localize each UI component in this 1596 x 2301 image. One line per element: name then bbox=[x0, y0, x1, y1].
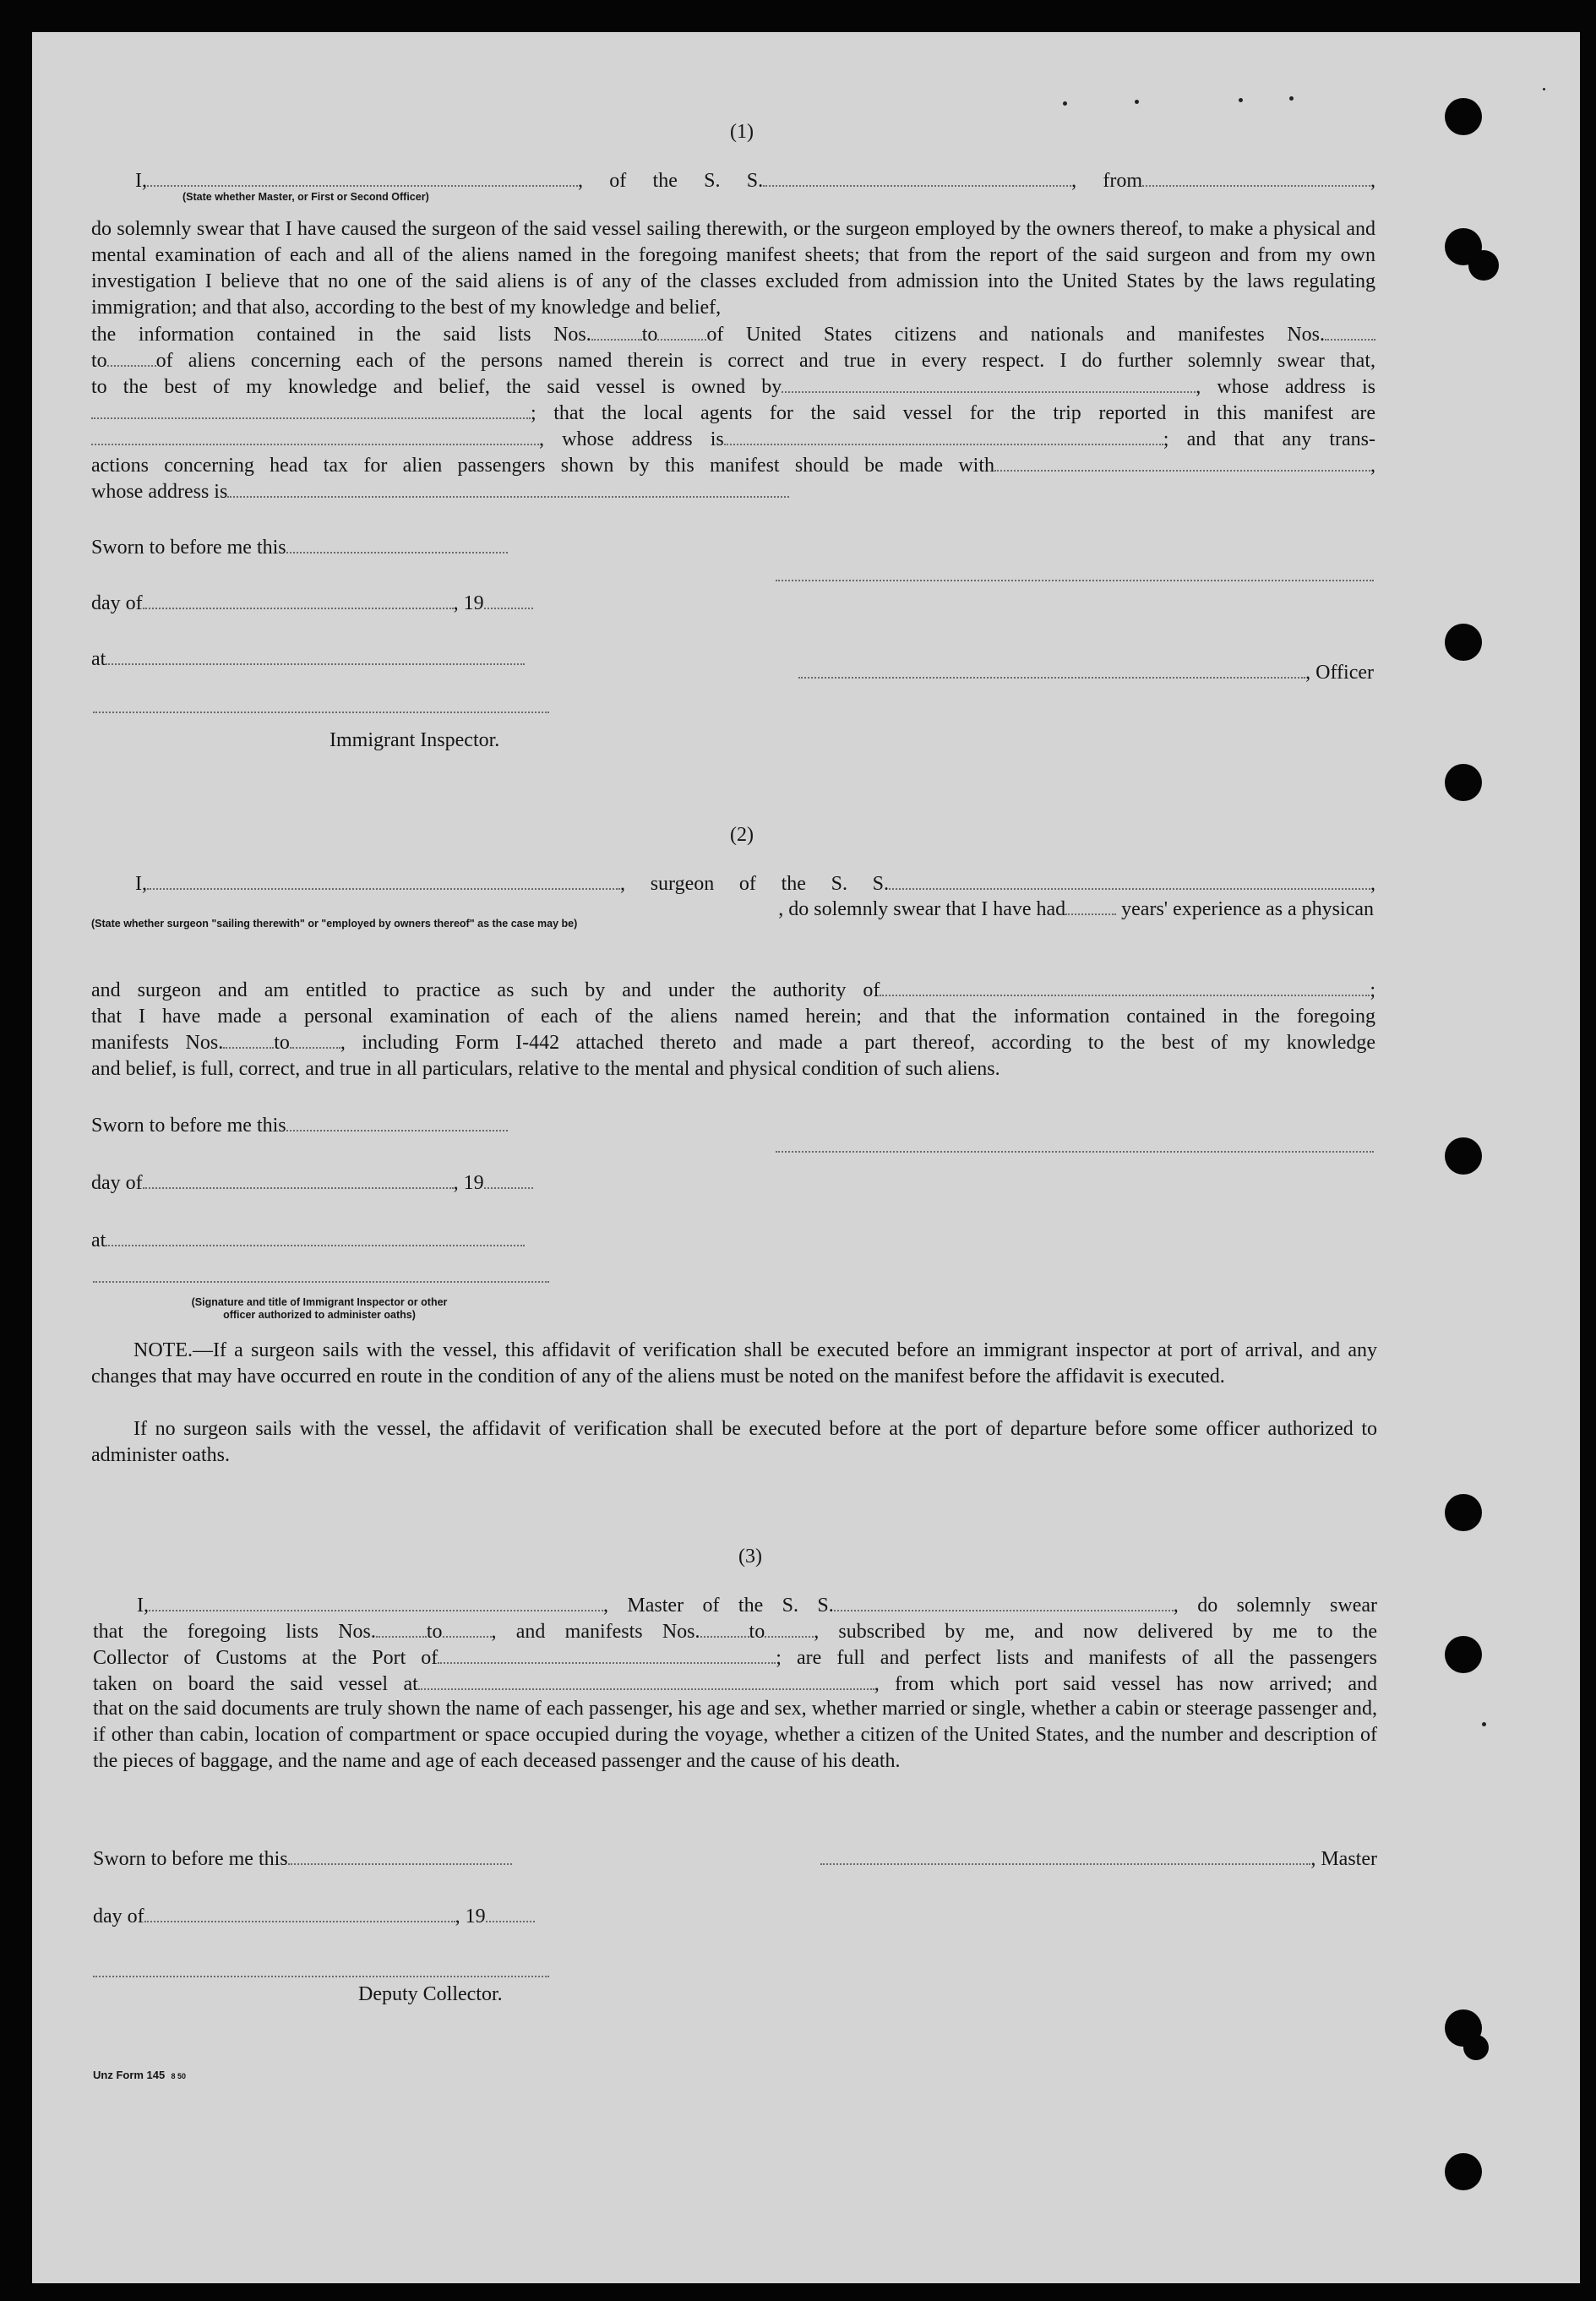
deputy-title: Deputy Collector. bbox=[358, 1983, 503, 2005]
experience-line: , do solemnly swear that I have had years' experience as a physican bbox=[778, 898, 1374, 920]
inspector-title: Immigrant Inspector. bbox=[330, 729, 500, 751]
form-number: Unz Form 145 8 50 bbox=[93, 2069, 187, 2081]
documents-paragraph: that on the said documents are truly shown the name of each passenger, his age and sex, whether married or single, whether a cabin or steerage passenger and, if other than cabin, location of compartment or space occupied during the voyage, whether a citizen of the United States, and the number and description of the pieces of baggage, and the name and age of each deceased passenger and the cause of his death. bbox=[93, 1698, 1377, 1772]
aliens-line: to of aliens concerning each of the persons named therein is correct and true in every respect. I do further solemnly swear that, bbox=[91, 350, 1375, 372]
officer-signature-blank[interactable] bbox=[798, 662, 1305, 679]
day-of-blank[interactable] bbox=[143, 592, 454, 609]
authority-blank[interactable] bbox=[880, 979, 1370, 996]
master-name-blank[interactable] bbox=[149, 1595, 603, 1611]
sworn-date-blank[interactable] bbox=[288, 1848, 512, 1865]
manifests-from-blank[interactable] bbox=[700, 1621, 749, 1638]
form-sheet bbox=[32, 32, 1580, 2283]
vessel-name-blank[interactable] bbox=[763, 170, 1071, 187]
head-tax-line: actions concerning head tax for alien passengers shown by this manifest should be made with , bbox=[91, 455, 1375, 477]
deputy-signature-line[interactable] bbox=[93, 1976, 549, 1977]
signature-instruction bbox=[125, 1296, 514, 1322]
day-of-line: day of , 19 bbox=[91, 592, 533, 615]
manifests-line: manifests Nos. to , including Form I-442 attached thereto and made a part thereof, according to the best of my knowledge bbox=[91, 1032, 1375, 1054]
sworn-line: Sworn to before me this bbox=[91, 1114, 508, 1137]
master-vessel-blank[interactable] bbox=[834, 1595, 1174, 1611]
agents-address-blank[interactable] bbox=[724, 428, 1163, 445]
owner-line: to the best of my knowledge and belief, the said vessel is owned by , whose address is bbox=[91, 376, 1375, 398]
agents-address-line: , whose address is ; and that any trans- bbox=[91, 428, 1375, 451]
lists-delivered-line: that the foregoing lists Nos. to , and manifests Nos. to , subscribed by me, and now delivered by me to the bbox=[93, 1621, 1377, 1643]
port-blank[interactable] bbox=[438, 1647, 776, 1664]
signature-instruction-line: (Signature and title of Immigrant Inspector or other bbox=[191, 1296, 448, 1308]
agents-line: ; that the local agents for the said vessel for the trip reported in this manifest are bbox=[91, 401, 1375, 425]
inspector-signature-line[interactable] bbox=[93, 712, 549, 713]
surgeon-signature-line[interactable] bbox=[776, 1151, 1374, 1153]
punch-hole bbox=[1445, 1137, 1482, 1175]
punch-hole bbox=[1445, 98, 1482, 135]
dust-speck bbox=[1135, 100, 1139, 104]
boarding-port-blank[interactable] bbox=[418, 1673, 874, 1690]
oath-paragraph: do solemnly swear that I have caused the surgeon of the said vessel sailing therewith, or the surgeon employed by the owners thereof, to make a physical and mental examination of each and all of the aliens named in the foregoing manifest sheets; that from the report of the said surgeon and from my own investigation I believe that no one of the said aliens is of any of the classes excluded from admission into the United States by the laws regulating immigration; and that also, according to the best of my knowledge and belief, bbox=[91, 218, 1375, 319]
year-blank[interactable] bbox=[486, 1906, 535, 1922]
taken-on-board-line: taken on board the said vessel at , from which port said vessel has now arrived; and bbox=[93, 1673, 1377, 1695]
surgeon-manifest-from-blank[interactable] bbox=[223, 1032, 274, 1049]
sworn-line: Sworn to before me this bbox=[91, 536, 508, 559]
agents-blank[interactable] bbox=[91, 428, 539, 445]
section-number: (2) bbox=[730, 824, 754, 846]
dust-speck bbox=[1239, 98, 1243, 102]
section-number: (1) bbox=[730, 121, 754, 143]
surgeon-vessel-blank[interactable] bbox=[889, 873, 1370, 890]
head-tax-address-blank[interactable] bbox=[227, 481, 789, 498]
punch-hole bbox=[1445, 1494, 1482, 1531]
day-of-blank[interactable] bbox=[143, 1172, 454, 1189]
day-of-line: day of , 19 bbox=[93, 1905, 535, 1928]
sworn-line: Sworn to before me this bbox=[93, 1847, 512, 1871]
lists-from-blank[interactable] bbox=[376, 1621, 427, 1638]
note-paragraph: NOTE.—If a surgeon sails with the vessel, this affidavit of verification shall be executed before an immigrant inspector at port of arrival, and any changes that may have occurred en route in the condition of any of the aliens must be noted on the manifest before the affidavit is executed. bbox=[91, 1339, 1377, 1388]
owner-blank[interactable] bbox=[782, 376, 1196, 393]
at-line: at bbox=[91, 1229, 525, 1252]
officer-line: , Officer bbox=[776, 661, 1374, 684]
signature-instruction-line: officer authorized to administer oaths) bbox=[223, 1309, 416, 1321]
departure-port-blank[interactable] bbox=[1142, 170, 1370, 187]
belief-line: and belief, is full, correct, and true in all particulars, relative to the mental and physical condition of such aliens. bbox=[91, 1058, 1000, 1080]
years-blank[interactable] bbox=[1065, 898, 1116, 915]
at-place-blank[interactable] bbox=[106, 1230, 525, 1246]
master-line: I, , Master of the S. S. , do solemnly swear bbox=[137, 1595, 1377, 1617]
rank-instruction: (State whether Master, or First or Second Officer) bbox=[182, 191, 429, 203]
signature-line[interactable] bbox=[776, 580, 1374, 581]
dust-speck bbox=[1543, 88, 1545, 90]
note-paragraph: If no surgeon sails with the vessel, the affidavit of verification shall be executed before at the port of departure before some officer authorized to administer oaths. bbox=[91, 1418, 1377, 1466]
day-of-blank[interactable] bbox=[144, 1906, 455, 1922]
lists-to-blank[interactable] bbox=[443, 1621, 492, 1638]
punch-hole bbox=[1445, 2153, 1482, 2190]
manifest-to-blank[interactable] bbox=[107, 350, 156, 367]
section-number: (3) bbox=[738, 1546, 762, 1568]
punch-hole bbox=[1468, 250, 1499, 281]
head-tax-agent-blank[interactable] bbox=[994, 455, 1370, 472]
list-from-blank[interactable] bbox=[591, 324, 642, 341]
sworn-date-blank[interactable] bbox=[286, 537, 508, 553]
head-tax-address-line: whose address is bbox=[91, 480, 789, 504]
list-to-blank[interactable] bbox=[657, 324, 706, 341]
punch-hole bbox=[1445, 624, 1482, 661]
at-place-blank[interactable] bbox=[106, 648, 525, 665]
at-line: at bbox=[91, 647, 525, 671]
affidavit-line: I, , of the S. S. , from , bbox=[135, 170, 1375, 192]
master-signature-line: , Master bbox=[776, 1847, 1377, 1871]
surgeon-line: I, , surgeon of the S. S. , bbox=[135, 873, 1375, 895]
examination-line: that I have made a personal examination of each of the aliens named herein; and that the information contained in the foregoing bbox=[91, 1006, 1375, 1028]
surgeon-instruction: (State whether surgeon "sailing therewith" or "employed by owners thereof" as the case may be) bbox=[91, 918, 578, 930]
punch-hole bbox=[1463, 2035, 1489, 2060]
owner-address-blank[interactable] bbox=[91, 402, 531, 419]
lists-line: the information contained in the said lists Nos. to of United States citizens and nationals and manifestes Nos. bbox=[91, 323, 1375, 346]
officer-name-blank[interactable] bbox=[147, 170, 578, 187]
manifest-from-blank[interactable] bbox=[1325, 324, 1375, 341]
year-blank[interactable] bbox=[484, 1172, 533, 1189]
surgeon-name-blank[interactable] bbox=[147, 873, 620, 890]
surgeon-manifest-to-blank[interactable] bbox=[290, 1032, 340, 1049]
dust-speck bbox=[1289, 96, 1294, 101]
master-signature-blank[interactable] bbox=[820, 1848, 1310, 1865]
day-of-line: day of , 19 bbox=[91, 1171, 533, 1195]
dust-speck bbox=[1482, 1722, 1486, 1726]
sworn-date-blank[interactable] bbox=[286, 1115, 508, 1131]
authority-line: and surgeon and am entitled to practice as such by and under the authority of ; bbox=[91, 979, 1375, 1001]
inspector-signature-line[interactable] bbox=[93, 1281, 549, 1283]
punch-hole bbox=[1445, 1636, 1482, 1673]
manifests-to-blank[interactable] bbox=[765, 1621, 814, 1638]
punch-hole bbox=[1445, 764, 1482, 801]
dust-speck bbox=[1063, 101, 1067, 106]
year-blank[interactable] bbox=[484, 592, 533, 609]
collector-line: Collector of Customs at the Port of ; are full and perfect lists and manifests of all the passengers bbox=[93, 1647, 1377, 1669]
